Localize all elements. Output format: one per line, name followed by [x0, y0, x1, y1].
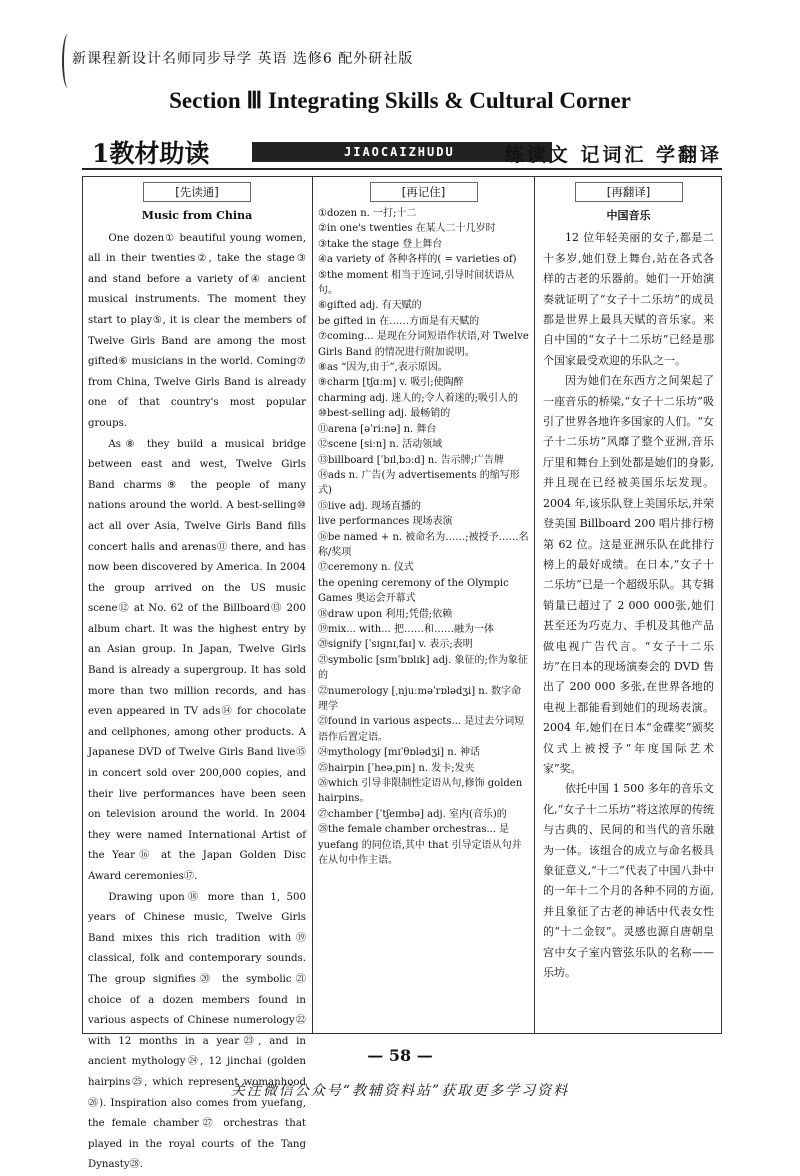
section-title: Section Ⅲ Integrating Skills & Cultural Corner — [169, 88, 631, 113]
vocab-entry: ⑮live adj. 现场直播的 — [318, 500, 421, 512]
vocab-entry: ⑲mix... with... 把……和……融为一体 — [318, 623, 494, 635]
vocab-entry: be gifted in 在……方面是有天赋的 — [318, 315, 480, 327]
vocab-tag: [再记住] — [370, 182, 478, 202]
vocab-entry: ⑩best-selling adj. 最畅销的 — [318, 408, 451, 420]
reading-column — [82, 176, 312, 1171]
translation-paragraph: 依托中国 1 500 多年的音乐文化,“女子十二乐坊”将这浓厚的传统与古典的、民间的和当代的音乐融为一体。该组合的成立与命名极具象征意义,“十二”代表了中国八卦中的一年十二个月的各种不同的方面,并且象征了古老的神话中代表女性的“十二金钗”。灵感也源自唐朝皇宫中女子室内管弦乐队的名称——乐坊。 — [543, 782, 714, 980]
vocab-entry: ①dozen n. 一打;十二 — [318, 208, 417, 219]
translation-tag: [再翻译] — [575, 182, 683, 202]
vocab-entry: ㉗chamber [ˈtʃeɪmbə] adj. 室内(音乐)的 — [318, 808, 507, 820]
vocab-entry: ⑪arena [əˈriːnə] n. 舞台 — [318, 423, 437, 435]
vocab-entry: ⑨charm [tʃɑːm] v. 吸引;使陶醉 — [318, 377, 464, 389]
footer-note: 关注微信公众号“教辅资料站”获取更多学习资料 — [230, 1083, 570, 1099]
book-header: 新课程新设计名师同步导学 英语 选修6 配外研社版 — [72, 51, 414, 67]
reading-paragraph: One dozen① beautiful young women, all in their twenties②, take the stage③ and stand before a variety of④ ancient musical instruments. The moment they start to play⑤, it is clear the members of Twelve Girls Band are among the most gifted⑥ musicians in the world. Coming⑦ from China, Twelve Girls Band is already one of that country's most popular groups. — [88, 232, 306, 429]
translation-paragraph: 12 位年轻美丽的女子,都是二十多岁,她们登上舞台,站在各式各样的古老的乐器前。她们一开始演奏就证明了“女子十二乐坊”的成员都是世界上最具天赋的音乐家。来自中国的“女子十二乐坊”已经是那个国家最受欢迎的乐队之一。 — [543, 231, 714, 367]
vocab-column — [312, 176, 534, 1034]
page-number: — 58 — — [367, 1046, 433, 1065]
banner-pinyin: JIAOCAIZHUDU — [252, 142, 552, 162]
translation-column — [534, 176, 722, 1034]
translation-title: 中国音乐 — [606, 209, 651, 222]
banner — [82, 138, 722, 170]
vocab-entry: ③take the stage 登上舞台 — [318, 238, 443, 250]
vocab-entry: the opening ceremony of the Olympic Games 奥运会开幕式 — [318, 577, 509, 605]
vocab-entry: ④a variety of 各种各样的( = varieties of) — [318, 254, 517, 266]
translation-paragraph: 因为她们在东西方之间架起了一座音乐的桥梁,“女子十二乐坊”吸引了世界各地许多国家的人们。“女子十二乐坊”风靡了整个亚洲,音乐厅里和舞台上到处都是她们的身影,并且现在已经被美国乐坛发现。2004 年,该乐队登上美国乐坛,并荣登美国 Billboard 200 唱片排行榜第 62 位。这是亚洲乐队在此排行榜上的最好成绩。在日本,“女子十二乐坊”已是一个超级乐队。其专辑销量已超过了 2 000 000张,她们甚至还为巧克力、手机及其他产品做电视广告代言。“女子十二乐坊”在日本的现场演奏会的 DVD 售出了 200 000 多张,在世界各地的电视上都能看到她们的现场表演。2004 年,她们在日本“金碟奖”颁奖仪式上被授予“年度国际艺术家”奖。 — [543, 374, 714, 775]
banner-motto: 练读文 记词汇 学翻译 — [504, 144, 722, 166]
banner-main: 1教材助读 — [92, 139, 210, 168]
vocab-entry: ⑧as “因为,由于”,表示原因。 — [318, 362, 448, 374]
vocab-entry: ㉖which 引导非限制性定语从句,修饰 golden hairpins。 — [318, 778, 523, 805]
vocab-entry: ㉕hairpin [ˈheəˌpɪn] n. 发卡;发夹 — [318, 762, 475, 774]
vocab-entry: ㉑symbolic [sɪmˈbɒlɪk] adj. 象征的;作为象征的 — [318, 654, 528, 682]
vocab-entry: ⑥gifted adj. 有天赋的 — [318, 300, 422, 312]
vocab-entry: ②in one's twenties 在某人二十几岁时 — [318, 223, 496, 235]
vocab-entry: ㉘the female chamber orchestras... 是 yuefang 的同位语,其中 that 引导定语从句并在从句中作主语。 — [318, 824, 522, 867]
vocab-entry: ⑰ceremony n. 仪式 — [318, 562, 414, 574]
reading-paragraph: Drawing upon⑱ more than 1, 500 years of Chinese music, Twelve Girls Band mixes this rich tradition with⑲ classical, folk and contemporary sounds. The group signifies⑳ the symbolic㉑ choice of a dozen members found in various aspects of Chinese numerology㉒ with 12 months in a year㉓, and in ancient mythology㉔, 12 jinchai (golden hairpins㉕, which represent womanhood㉖). Inspiration also comes from yuefang, the female chamber㉗ orchestras that played in the royal courts of the Tang Dynasty㉘. — [88, 891, 306, 1171]
vocab-entry: ㉔mythology [mɪˈθɒlədʒi] n. 神话 — [318, 747, 481, 759]
vocab-entry: ⑫scene [siːn] n. 活动领域 — [318, 439, 443, 451]
vocab-entry: ⑬billboard [ˈbɪlˌbɔːd] n. 告示牌;广告牌 — [318, 454, 504, 466]
reading-tag: [先读通] — [143, 182, 251, 202]
vocab-entry: charming adj. 迷人的;令人着迷的;吸引人的 — [318, 392, 519, 404]
reading-title: Music from China — [141, 209, 253, 222]
vocab-entry: ⑳signify [ˈsɪɡnɪˌfaɪ] v. 表示;表明 — [318, 639, 473, 651]
vocab-entry: ⑤the moment 相当于连词,引导时间状语从句。 — [318, 269, 515, 297]
reading-paragraph: As⑧ they build a musical bridge between east and west, Twelve Girls Band charms⑨ the people of many nations around the world. A best-selling⑩ act all over Asia, Twelve Girls Band fills concert halls and arenas⑪ there, and has now been discovered by America. In 2004 the group arrived on the US music scene⑫ at No. 62 of the Billboard⑬ 200 album chart. It was the highest entry by an Asian group. In Japan, Twelve Girls Band is already a supergroup. It has sold more than two million records, and has even appeared in TV ads⑭ for chocolate and cellphones, among other products. A Japanese DVD of Twelve Girls Band live⑮ in concert sold over 200,000 copies, and their live performances have been seen on television around the world. In 2004 they were named International Artist of the Year⑯ at the Japan Golden Disc Award ceremonies⑰. — [88, 438, 306, 882]
vocab-entry: ⑦coming... 是现在分词短语作状语,对 Twelve Girls Band 的情况进行附加说明。 — [318, 331, 529, 358]
vocab-entry: ⑱draw upon 利用;凭借;依赖 — [318, 608, 453, 620]
vocab-entry: ㉒numerology [ˌnjuːməˈrɒlədʒi] n. 数字命理学 — [318, 685, 522, 712]
vocab-entry: ⑭ads n. 广告(为 advertisements 的缩写形式) — [318, 469, 520, 497]
vocab-entry: ⑯be named + n. 被命名为……;被授予……名称/奖项 — [318, 531, 529, 558]
banner-rule — [82, 168, 722, 170]
vocab-entry: ㉓found in various aspects... 是过去分词短语作后置定语。 — [318, 716, 525, 743]
vocab-entry: live performances 现场表演 — [318, 516, 453, 528]
